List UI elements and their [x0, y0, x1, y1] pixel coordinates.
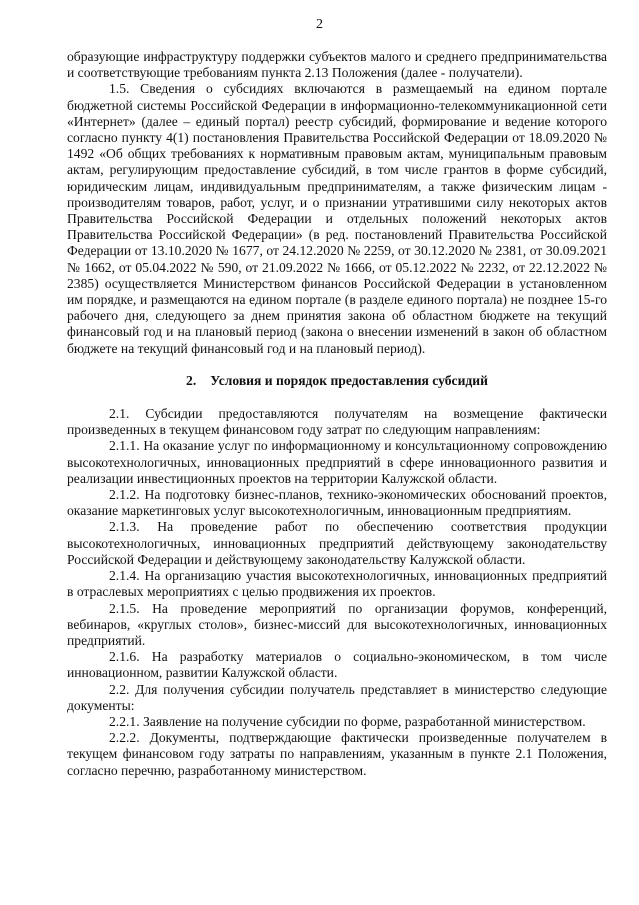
paragraph-2-2-1: 2.2.1. Заявление на получение субсидии по форме, разработанной министерством.: [109, 713, 586, 729]
paragraph-2-1-4: 2.1.4. На организацию участия высокотехнологичных, инновационных предприятий в отраслевых мероприятиях с целью продвижения их проектов.: [67, 568, 607, 600]
paragraph-2-2: 2.2. Для получения субсидии получатель представляет в министерство следующие документы:: [67, 681, 607, 713]
paragraph-2-2-2: 2.2.2. Документы, подтверждающие фактически произведенные получателем в текущем финансовом году затраты по направлениям, указанным в пункте 2.1 Положения, согласно перечню, разработанному министерством.: [67, 730, 607, 778]
paragraph-2-1-2: 2.1.2. На подготовку бизнес-планов, технико-экономических обоснований проектов, оказание маркетинговых услуг высокотехнологичным, инновационным предприятиям.: [67, 487, 607, 519]
paragraph-1-5: 1.5. Сведения о субсидиях включаются в размещаемый на едином портале бюджетной системы Российской Федерации в информационно-телекоммуникационной сети «Интернет» (далее – единый портал) реестр субсидий, формирование и ведение которого согласно пункту 4(1) постановления Правительства Российской Федерации от 18.09.2020 № 1492 «Об общих требованиях к нормативным правовым актам, муниципальным правовым актам, регулирующим предоставление субсидий, в том числе грантов в форме субсидий, юридическим лицам, индивидуальным предпринимателям, а также физическим лицам - производителям товаров, работ, услуг, и о признании утратившими силу некоторых актов Правительства Российской Федерации и отдельных положений некоторых актов Правительства Российской Федерации» (в ред. постановлений Правительства Российской Федерации от 13.10.2020 № 1677, от 24.12.2020 № 2259, от 30.12.2020 № 2381, от 30.09.2021 № 1662, от 05.04.2022 № 590, от 21.09.2022 № 1666, от 05.12.2022 № 2232, от 22.12.2022 № 2385) осуществляется Министерством финансов Российской Федерации в установленном им порядке, и размещаются на едином портале (в разделе единого портала) не позднее 15-го рабочего дня, следующего за днем принятия закона об областном бюджете на текущий финансовый год и на плановый период (закона о внесении изменений в закон об областном бюджете на текущий финансовый год и на плановый период).: [67, 81, 607, 356]
page-number: 2: [316, 17, 323, 32]
paragraph-2-1: 2.1. Субсидии предоставляются получателям на возмещение фактически произведенных в текущем финансовом году затрат по следующим направлениям:: [67, 406, 607, 438]
paragraph-2-1-1: 2.1.1. На оказание услуг по информационному и консультационному сопровождению высокотехнологичных, инновационных предприятий в сфере инновационного развития и реализации инвестиционных проектов на территории Калужской области.: [67, 438, 607, 486]
section-title: Условия и порядок предоставления субсидий: [210, 372, 488, 388]
intro-paragraph: образующие инфраструктуру поддержки субъектов малого и среднего предпринимательства и соответствующие требованиям пункта 2.13 Положения (далее - получатели).: [67, 49, 607, 81]
section-heading: [67, 373, 607, 389]
paragraph-2-1-5: 2.1.5. На проведение мероприятий по организации форумов, конференций, вебинаров, «круглых столов», бизнес-миссий для высокотехнологичных, инновационных предприятий.: [67, 600, 607, 648]
paragraph-2-1-6: 2.1.6. На разработку материалов о социально-экономическом, в том числе инновационном, развитии Калужской области.: [67, 649, 607, 681]
paragraph-2-1-3: 2.1.3. На проведение работ по обеспечению соответствия продукции высокотехнологичных, инновационных предприятий действующему законодательству Российской Федерации и действующему законодательству Калужской области.: [67, 519, 607, 567]
section-number: 2.: [186, 372, 197, 388]
document-body: [67, 49, 607, 779]
